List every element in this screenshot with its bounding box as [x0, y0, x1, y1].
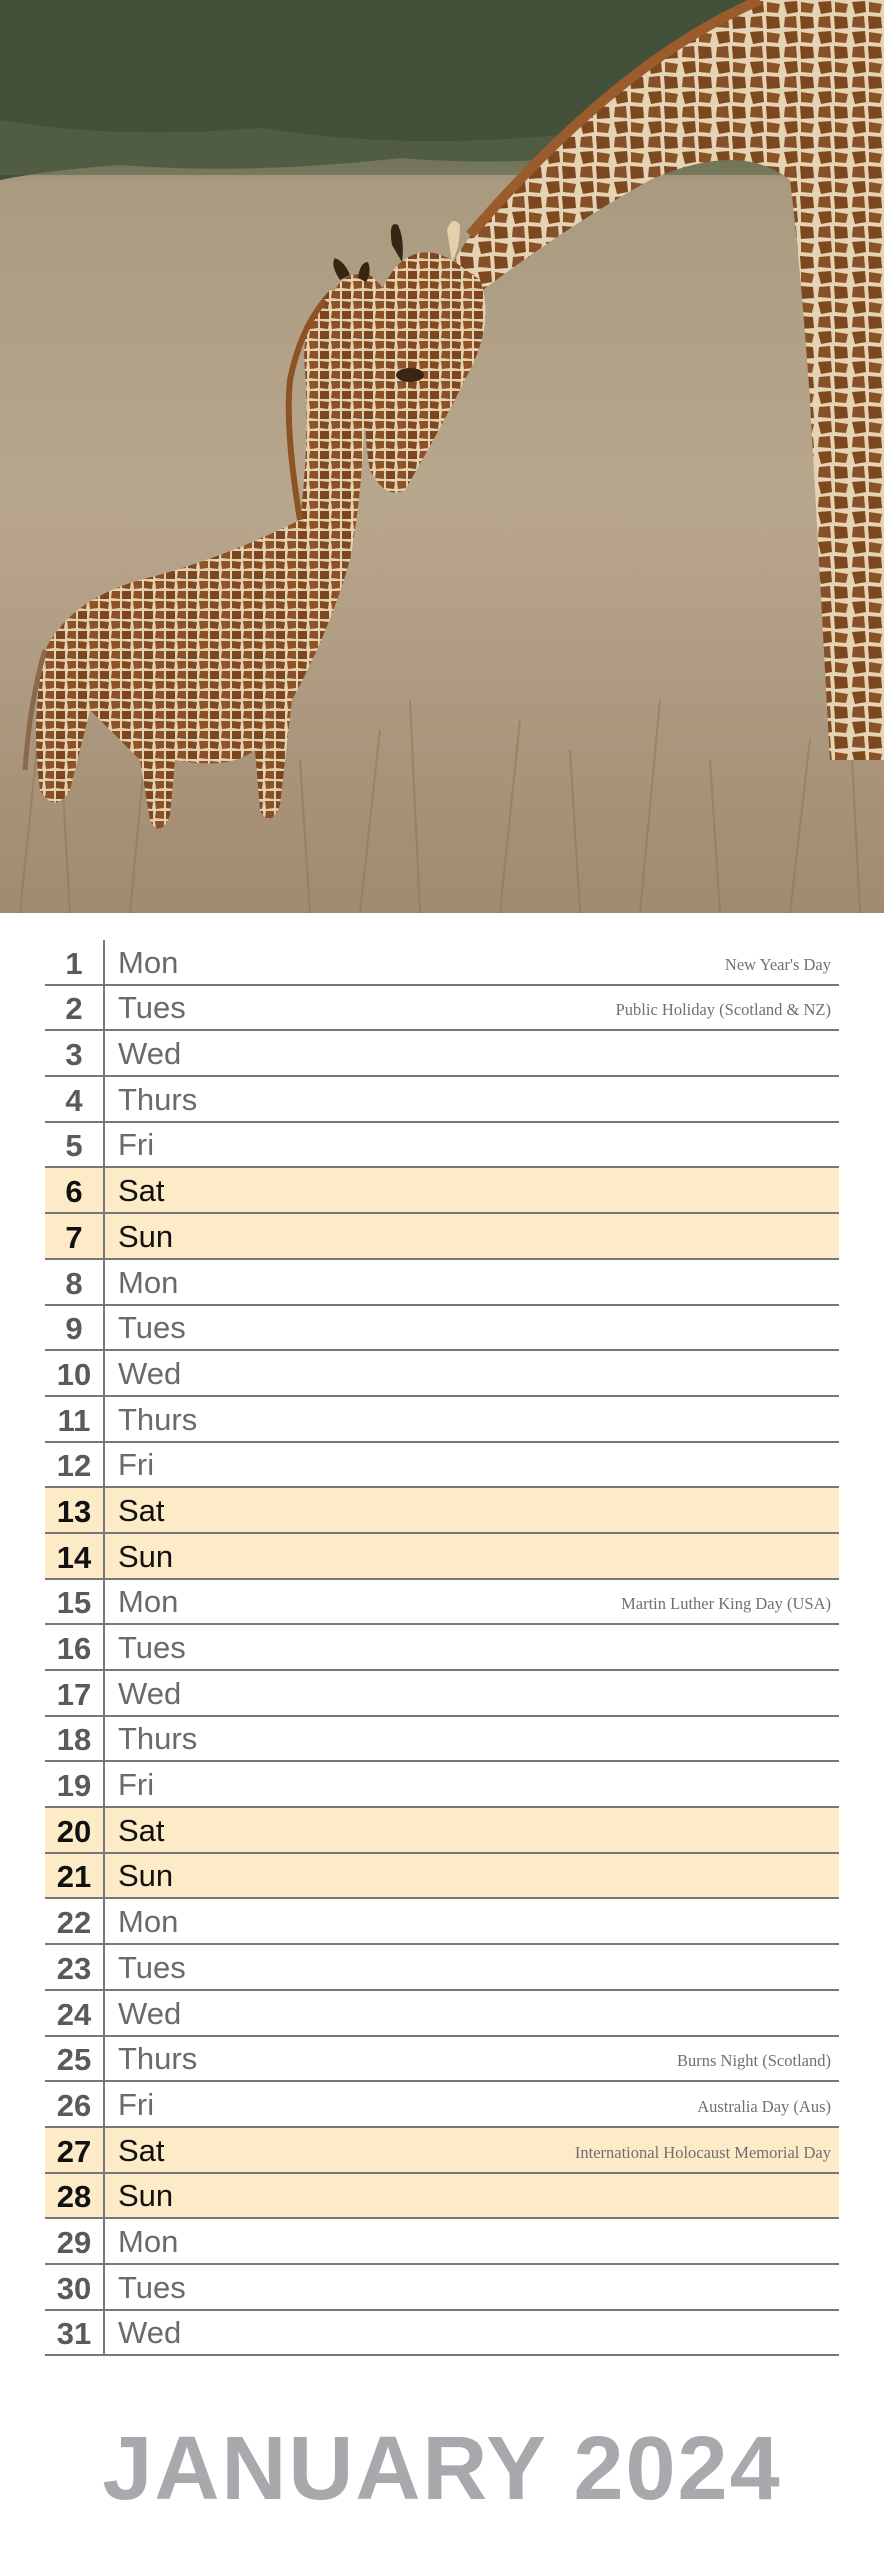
weekday-label: Sun: [118, 1538, 174, 1574]
calendar-row: [45, 1397, 839, 1443]
weekday-label: Tues: [118, 1310, 186, 1346]
weekday-label: Sun: [118, 1218, 174, 1254]
holiday-label: International Holocaust Memorial Day: [574, 2142, 831, 2162]
calendar-row: [45, 1488, 839, 1534]
calendar-row: [45, 1625, 839, 1671]
weekday-label: Mon: [118, 944, 179, 980]
calendar-row: [45, 1123, 839, 1169]
weekday-label: Sun: [118, 1858, 174, 1894]
calendar-row: [45, 1671, 839, 1717]
weekday-label: Wed: [118, 1355, 182, 1391]
date-number: 19: [45, 1762, 105, 1806]
calendar-row: [45, 2037, 839, 2083]
weekday-label: Tues: [118, 1630, 186, 1665]
calendar-row: [45, 1168, 839, 1214]
date-number: 11: [45, 1397, 105, 1441]
weekday-label: Mon: [118, 1904, 179, 1940]
calendar-row: [45, 986, 839, 1032]
date-number: 14: [45, 1534, 105, 1578]
date-number: 18: [45, 1717, 105, 1761]
calendar-row: [45, 1260, 839, 1306]
date-number: 26: [45, 2082, 105, 2126]
holiday-label: New Year's Day: [724, 954, 831, 974]
weekday-label: Thurs: [118, 2041, 198, 2077]
date-number: 5: [45, 1123, 105, 1167]
calendar-row: [45, 1808, 839, 1854]
weekday-label: Sat: [118, 1812, 165, 1848]
weekday-label: Thurs: [118, 1401, 198, 1437]
calendar-row: [45, 1991, 839, 2037]
calendar-row: [45, 1214, 839, 1260]
weekday-label: Sun: [118, 2178, 174, 2214]
date-number: 28: [45, 2174, 105, 2218]
date-number: 17: [45, 1671, 105, 1715]
calendar-row: [45, 1351, 839, 1397]
calendar-row: [45, 1031, 839, 1077]
weekday-label: Fri: [118, 1447, 155, 1483]
weekday-label: Fri: [118, 1127, 155, 1163]
weekday-label: Thurs: [118, 1721, 198, 1757]
date-number: 15: [45, 1580, 105, 1624]
calendar-row: [45, 2265, 839, 2311]
weekday-label: Wed: [118, 2315, 182, 2351]
weekday-label: Mon: [118, 2223, 179, 2259]
date-number: 2: [45, 986, 105, 1030]
weekday-label: Sat: [118, 2132, 165, 2168]
date-number: 22: [45, 1899, 105, 1943]
calendar-row: [45, 1580, 839, 1626]
giraffe-illustration: [0, 0, 884, 913]
date-number: 13: [45, 1488, 105, 1532]
calendar-table: [45, 940, 839, 2356]
weekday-label: Sat: [118, 1173, 165, 1209]
weekday-label: Wed: [118, 1036, 182, 1072]
calendar-row: [45, 1899, 839, 1945]
weekday-label: Tues: [118, 990, 186, 1026]
calendar-row: [45, 940, 839, 986]
calendar-row: [45, 1854, 839, 1900]
date-number: 20: [45, 1808, 105, 1852]
calendar-row: [45, 1306, 839, 1352]
weekday-label: Wed: [118, 1995, 182, 2031]
date-number: 7: [45, 1214, 105, 1258]
calendar-row: [45, 2128, 839, 2174]
date-number: 8: [45, 1260, 105, 1304]
calendar-row: [45, 1945, 839, 1991]
date-number: 31: [45, 2311, 105, 2355]
weekday-label: Mon: [118, 1264, 179, 1300]
date-number: 3: [45, 1031, 105, 1075]
weekday-label: Tues: [118, 1949, 186, 1985]
holiday-label: Martin Luther King Day (USA): [621, 1594, 831, 1614]
giraffe-photo: [0, 0, 884, 913]
weekday-label: Fri: [118, 2086, 155, 2122]
weekday-label: Fri: [118, 1767, 155, 1803]
date-number: 27: [45, 2128, 105, 2172]
calendar-row: [45, 2219, 839, 2265]
date-number: 10: [45, 1351, 105, 1395]
calendar-row: [45, 1534, 839, 1580]
date-number: 21: [45, 1854, 105, 1898]
date-number: 4: [45, 1077, 105, 1121]
date-number: 29: [45, 2219, 105, 2263]
date-number: 9: [45, 1306, 105, 1350]
calendar-row: [45, 1443, 839, 1489]
holiday-label: Public Holiday (Scotland & NZ): [615, 1000, 831, 1020]
date-number: 23: [45, 1945, 105, 1989]
date-number: 1: [45, 940, 105, 984]
date-number: 6: [45, 1168, 105, 1212]
calendar-row: [45, 1717, 839, 1763]
weekday-label: Thurs: [118, 1081, 198, 1117]
holiday-label: Australia Day (Aus): [697, 2096, 831, 2116]
date-number: 25: [45, 2037, 105, 2081]
weekday-label: Wed: [118, 1675, 182, 1711]
calendar-row: [45, 2082, 839, 2128]
weekday-label: Sat: [118, 1492, 165, 1528]
weekday-label: Mon: [118, 1584, 179, 1620]
weekday-label: Tues: [118, 2269, 186, 2305]
date-number: 16: [45, 1625, 105, 1669]
date-number: 24: [45, 1991, 105, 2035]
calendar-row: [45, 1762, 839, 1808]
calendar-row: [45, 2311, 839, 2357]
date-number: 30: [45, 2265, 105, 2309]
month-title: JANUARY 2024: [102, 2419, 782, 2519]
holiday-label: Burns Night (Scotland): [677, 2051, 831, 2071]
calendar-row: [45, 2174, 839, 2220]
calendar-row: [45, 1077, 839, 1123]
date-number: 12: [45, 1443, 105, 1487]
